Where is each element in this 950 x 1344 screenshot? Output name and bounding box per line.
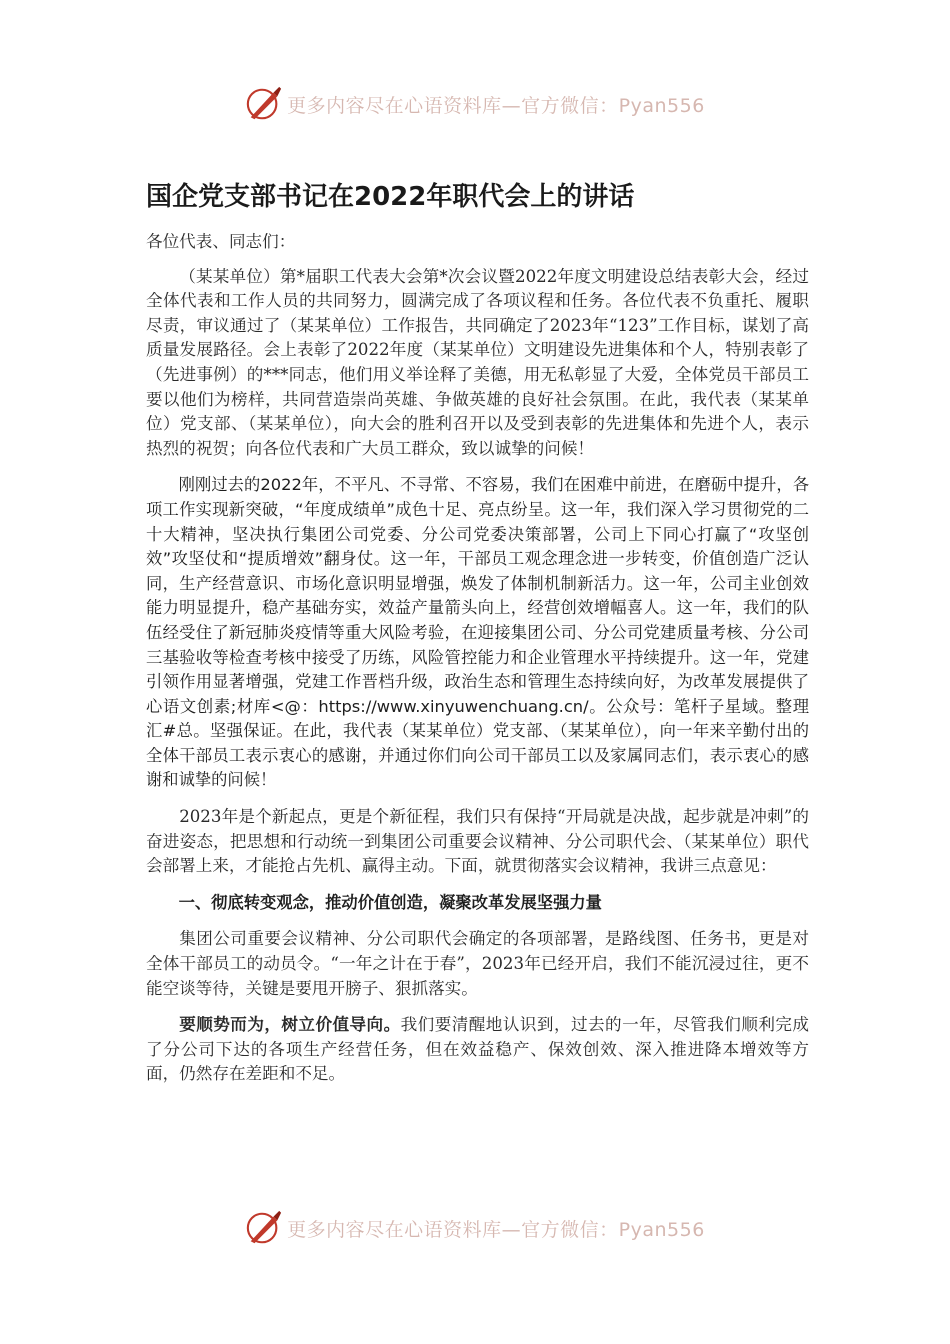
document-title: 国企党支部书记在2022年职代会上的讲话 — [146, 182, 635, 212]
section-heading-1: 一、彻底转变观念，推动价值创造，凝聚改革发展坚强力量 — [178, 892, 602, 912]
paragraph-1: （某某单位）第*届职工代表大会第*次会议暨2022年度文明建设总结表彰大会，经过全体代表和工作人员的共同努力，圆满完成了各项议程和任务。各位代表不负重托、履职尽责，审议通过了（某某单位）工作报告，共同确定了2023年“123”工作目标，谋划了高质量发展路径。会上表彰了2022年度（某某单位）文明建设先进集体和个人，特别表彰了（先进事例）的***同志，他们用义举诠释了美德，用无私彰显了大爱，全体党员干部员工要以他们为榜样，共同营造崇尚英雄、争做英雄的良好社会氛围。在此，我代表（某某单位）党支部、（某某单位），向大会的胜利召开以及受到表彰的先进集体和先进个人，表示热烈的祝贺；向各位代表和广大员工群众，致以诚挚的问候！ — [146, 266, 809, 458]
paragraph-3: 2023年是个新起点，更是个新征程，我们只有保持“开局就是决战，起步就是冲刺”的奋进姿态，把思想和行动统一到集团公司重要会议精神、分公司职代会、（某某单位）职代会部署上来，才能抢占先机、赢得主动。下面，就贯彻落实会议精神，我讲三点意见： — [146, 807, 809, 876]
paragraph-4: 集团公司重要会议精神、分公司职代会确定的各项部署，是路线图、任务书，更是对全体干部员工的动员令。“一年之计在于春”，2023年已经开启，我们不能沉浸过往，更不能空谈等待，关键是要甩开膀子、狠抓落实。 — [146, 929, 809, 998]
pen-logo-icon — [245, 1209, 283, 1247]
paragraph-5-lead: 要顺势而为，树立价值导向。 — [179, 1015, 401, 1035]
footer-banner — [0, 1206, 950, 1250]
banner-text: 更多内容尽在心语资料库—官方微信：Pyan556 — [287, 1218, 705, 1241]
paragraph-5-text: 我们要清醒地认识到，过去的一年，尽管我们顺利完成了分公司下达的各项生产经营任务，但在效益稳产、保效创效、深入推进降本增效等方面，仍然存在差距和不足。 — [146, 1015, 809, 1084]
paragraph-5 — [146, 1013, 809, 1089]
document-body — [146, 230, 809, 1101]
header-banner — [0, 82, 950, 126]
salutation: 各位代表、同志们： — [146, 232, 296, 251]
paragraph-2: 刚刚过去的2022年，不平凡、不寻常、不容易，我们在困难中前进，在磨砺中提升，各项工作实现新突破，“年度成绩单”成色十足、亮点纷呈。这一年，我们深入学习贯彻党的二十大精神，坚决执行集团公司党委、分公司党委决策部署，公司上下同心打赢了“攻坚创效”攻坚仗和“提质增效”翻身仗。这一年，干部员工观念理念进一步转变，价值创造广泛认同，生产经营意识、市场化意识明显增强，焕发了体制机制新活力。这一年，公司主业创效能力明显提升，稳产基础夯实，效益产量箭头向上，经营创效增幅喜人。这一年，我们的队伍经受住了新冠肺炎疫情等重大风险考验，在迎接集团公司、分公司党建质量考核、分公司三基验收等检查考核中接受了历练，风险管控能力和企业管理水平持续提升。这一年，党建引领作用显著增强，党建工作晋档升级，政治生态和管理生态持续向好，为改革发展提供了心语文创素;材库<@：https://www.xinyuwenchuang.cn/。公众号：笔杆子星域。整理汇#总。坚强保证。在此，我代表（某某单位）党支部、（某某单位），向一年来辛勤付出的全体干部员工表示衷心的感谢，并通过你们向公司干部员工以及家属同志们，表示衷心的感谢和诚挚的问候！ — [146, 475, 809, 790]
banner-text: 更多内容尽在心语资料库—官方微信：Pyan556 — [287, 94, 705, 117]
pen-logo-icon — [245, 85, 283, 123]
